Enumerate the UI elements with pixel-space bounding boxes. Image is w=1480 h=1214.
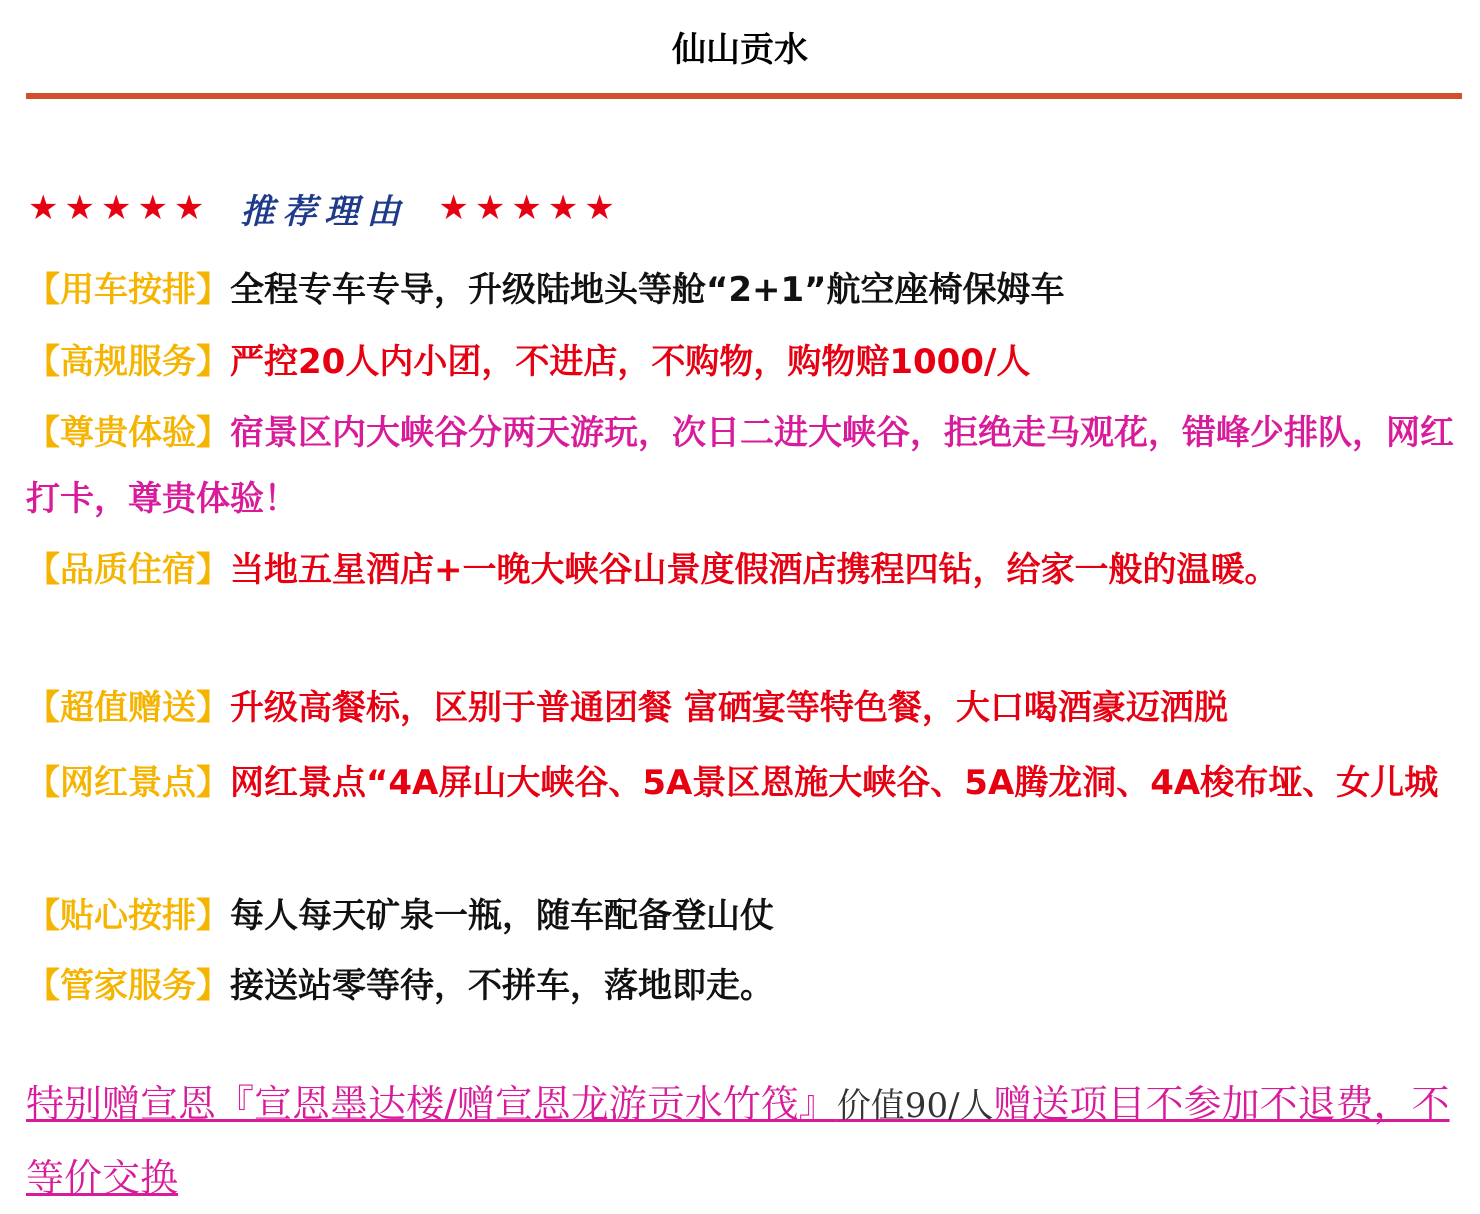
gift-note-text: 特别赠宣恩『宣恩墨达楼/赠宣恩龙游贡水竹筏』 bbox=[26, 1082, 837, 1126]
item-tag: 【贴心按排】 bbox=[26, 896, 230, 936]
list-item-service bbox=[26, 334, 1466, 383]
item-tag: 【品质住宿】 bbox=[26, 550, 230, 590]
item-tag: 【管家服务】 bbox=[26, 966, 230, 1006]
item-text: 每人每天矿泉一瓶，随车配备登山仗 bbox=[230, 896, 774, 936]
item-text: 严控20人内小团，不进店，不购物，购物赔1000/人 bbox=[230, 342, 1031, 382]
list-item-care bbox=[26, 888, 1466, 937]
list-item-experience bbox=[26, 400, 1466, 532]
list-item-attractions bbox=[26, 750, 1466, 816]
section-heading: 推荐理由 bbox=[240, 191, 409, 232]
section-heading-row bbox=[28, 183, 621, 233]
list-item-butler bbox=[26, 958, 1466, 1007]
stars-right: ★★★★★ bbox=[438, 188, 621, 228]
item-tag: 【网红景点】 bbox=[26, 763, 230, 803]
item-tag: 【用车按排】 bbox=[26, 270, 230, 310]
item-tag: 【高规服务】 bbox=[26, 342, 230, 382]
gift-price: 价值90/人 bbox=[836, 1086, 994, 1126]
item-text: 宿景区内大峡谷分两天游玩，次日二进大峡谷，拒绝走马观花，错峰少排队，网红打卡，尊贵体验！ bbox=[26, 413, 1454, 519]
title-divider bbox=[26, 93, 1462, 99]
gift-note-terms: 赠送项目不参加不退费，不等价交换 bbox=[26, 1082, 1450, 1200]
item-tag: 【尊贵体验】 bbox=[26, 413, 230, 453]
item-text: 网红景点“4A屏山大峡谷、5A景区恩施大峡谷、5A腾龙洞、4A梭布垭、女儿城 bbox=[230, 763, 1439, 803]
item-tag: 【超值赠送】 bbox=[26, 688, 230, 728]
item-text: 接送站零等待，不拼车，落地即走。 bbox=[230, 966, 774, 1006]
list-item-bonus bbox=[26, 680, 1466, 729]
item-text: 当地五星酒店+一晚大峡谷山景度假酒店携程四钻，给家一般的温暖。 bbox=[230, 550, 1279, 590]
item-text: 全程专车专导，升级陆地头等舱“2+1”航空座椅保姆车 bbox=[230, 270, 1065, 310]
stars-left: ★★★★★ bbox=[28, 188, 211, 228]
gift-note bbox=[26, 1068, 1466, 1214]
page-title: 仙山贡水 bbox=[672, 30, 808, 70]
list-item-car bbox=[26, 262, 1466, 311]
item-text: 升级高餐标，区别于普通团餐 富硒宴等特色餐，大口喝酒豪迈洒脱 bbox=[230, 688, 1228, 728]
list-item-hotel bbox=[26, 534, 1466, 606]
